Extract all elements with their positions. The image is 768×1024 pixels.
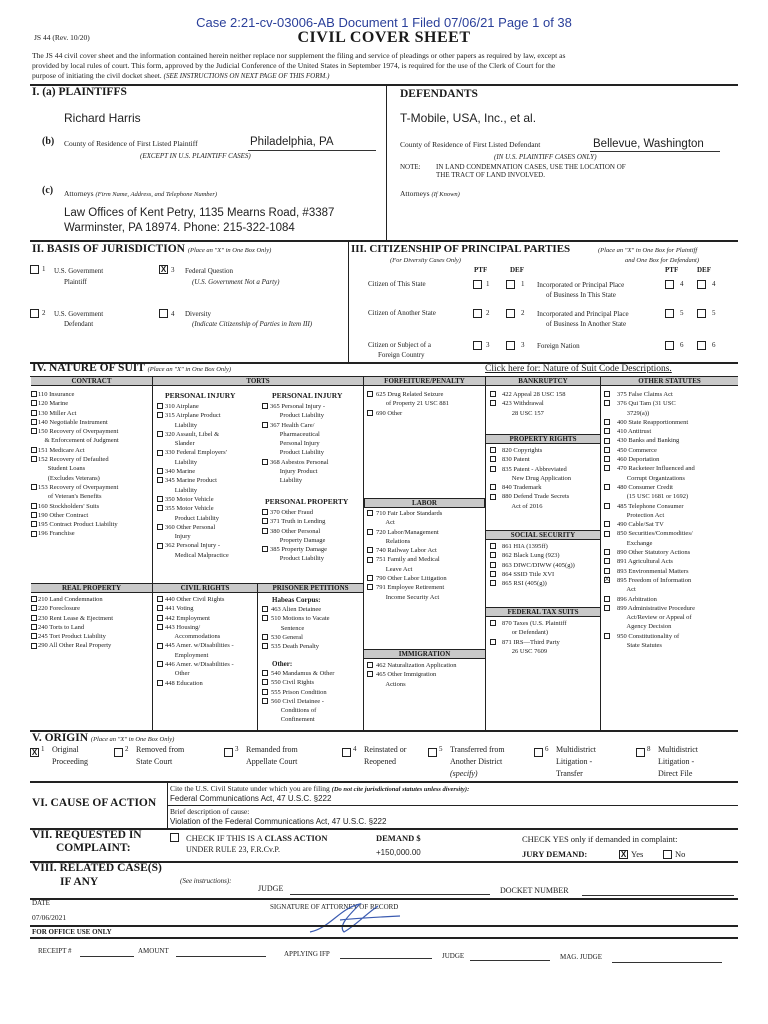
prisoner-list: 463 Alien Detainee 510 Motions to Vacate Sentence 530 General 535 Death Penalty [271,606,330,651]
social-security-list: 861 HIA (1395ff) 862 Black Lung (923) 863 DIWC/DIWW (405(g)) 864 SSID Title XVI 865 RSI (405(g)) [502,543,575,588]
related-instructions: (See instructions): [180,877,232,885]
nature-suit-checkbox[interactable] [262,689,268,695]
cit-def-num: 3 [521,341,525,349]
check-yes-label: CHECK YES only if demanded in complaint: [522,834,678,844]
nature-suit-checkbox[interactable] [367,662,373,668]
cit-right-label: Incorporated or Principal Place [537,281,625,289]
cit-def2-checkbox[interactable] [697,341,706,350]
nature-suit-checkbox[interactable] [490,571,496,577]
header-federal-tax: FEDERAL TAX SUITS [486,607,600,617]
jurisdiction-4-b: (Indicate Citizenship of Parties in Item III) [192,320,313,328]
ptf-label: PTF [474,266,488,274]
nature-suit-checkbox[interactable] [262,606,268,612]
nature-suit-checkbox[interactable] [262,615,268,621]
ptf-label-2: PTF [665,266,679,274]
office-judge-label: JUDGE [442,952,465,960]
jurisdiction-3-num: 3 [171,266,175,274]
nature-suit-checkbox[interactable] [367,391,373,397]
nature-suit-checkbox[interactable] [490,456,496,462]
other-statutes-list: 375 False Claims Act 376 Qui Tam (31 USC 3729(a)) 400 State Reapportionment 410 Antitrust 430 Banks and Banking 450 Commerce 460 Deportation 470 Racketeer Influenced and Corrupt Organizations 480 Consumer Credit (15 USC 1681 or 1692) 485 Telephone Consumer Protection Act 490 Cable/Sat TV 850 Securities/Commodities/ Exchange 890 Other Statutory Actions 891 Agricultural Acts 893 Environmental Matters 895 Freedom of Information Act 896 Arbitration 899 Administrative Procedure Act/Review or Appeal of Agency Decision 950 Constitutionality of State Statutes [617,391,695,650]
note-line2: THE TRACT OF LAND INVOLVED. [436,171,545,179]
nature-title: IV. NATURE OF SUIT (Place an "X" in One Box Only) [32,362,231,374]
form-title: CIVIL COVER SHEET [297,29,471,46]
labor-list: 710 Fair Labor Standards Act 720 Labor/Management Relations 740 Railway Labor Act 751 Family and Medical Leave Act 790 Other Labor Litigation 791 Employee Retirement Income Security Act [376,510,447,601]
nature-suit-checkbox[interactable] [367,547,373,553]
nature-suit-checkbox[interactable] [604,419,610,425]
jurisdiction-2-b: Defendant [64,320,94,328]
signature-label: SIGNATURE OF ATTORNEY OF RECORD [270,903,399,911]
related-title2: IF ANY [60,876,99,888]
plaintiffs-label: I. (a) PLAINTIFFS [32,86,127,98]
intro-line3: purpose of initiating the civil docket sheet. (SEE INSTRUCTIONS ON NEXT PAGE OF THIS FORM.) [32,71,330,80]
torts-pi-list: 310 Airplane 315 Airplane Product Liability 320 Assault, Libel & Slander 330 Federal Employers' Liability 340 Marine 345 Marine Product Liability 350 Motor Vehicle 355 Motor Vehicle Product Liability 360 Other Personal Injury 362 Personal Injury - Medical Malpractice [165,403,229,559]
nature-suit-checkbox[interactable] [490,391,496,397]
cit-row-label: Citizen of Another State [368,309,436,317]
origin-label-a: Multidistrict [658,745,698,754]
immigration-list: 462 Naturalization Application 465 Other Immigration Actions [376,662,457,688]
pp-head: PERSONAL PROPERTY [265,497,349,506]
property-rights-list: 820 Copyrights 830 Patent 835 Patent - Abbreviated New Drug Application 840 Trademark 880 Defend Trade Secrets Act of 2016 [502,447,571,510]
cit-ptf-checkbox[interactable] [473,280,482,289]
header-contract: CONTRACT [31,376,152,386]
nature-suit-checkbox[interactable] [262,679,268,685]
torts-pp-list: 370 Other Fraud 371 Truth in Lending 380 Other Personal Property Damage 385 Property Damage Product Liability [270,509,328,563]
applying-label: APPLYING IFP [284,950,330,958]
origin-label-a: Removed from [136,745,185,754]
nature-suit-checkbox[interactable] [157,543,163,549]
nature-suit-checkbox[interactable] [31,624,37,630]
origin-label-c: Transfer [556,769,583,778]
nature-suit-checkbox[interactable] [31,456,37,462]
nature-suit-checkbox[interactable] [157,431,163,437]
nature-suit-checkbox[interactable] [604,633,610,639]
nature-suit-checkbox[interactable] [604,456,610,462]
origin-label-c: Direct File [658,769,693,778]
mag-judge-label: MAG. JUDGE [560,953,602,961]
nature-suit-checkbox[interactable] [157,505,163,511]
jurisdiction-1-num: 1 [42,265,46,273]
other-head: Other: [272,660,293,668]
civil-rights-list: 440 Other Civil Rights 441 Voting 442 Employment 443 Housing/ Accommodations 445 Amer. w/Disabilities - Employment 446 Amer. w/Disabilities - Other 448 Education [165,596,234,687]
header-prisoner: PRISONER PETITIONS [258,583,363,593]
origin-num: 5 [439,745,443,753]
origin-num: 1 [41,745,45,753]
nature-suit-checkbox[interactable] [604,521,610,527]
citizenship-note1: (Place an "X" in One Box for Plaintiff [598,247,698,254]
nature-suit-checkbox[interactable] [31,428,37,434]
nature-suit-checkbox[interactable] [31,484,37,490]
form-id: JS 44 (Rev. 10/20) [34,33,90,42]
nature-suit-checkbox[interactable] [262,643,268,649]
nature-suit-checkbox[interactable] [490,466,496,472]
nature-suit-checkbox[interactable] [367,575,373,581]
jury-label: JURY DEMAND: [522,849,588,859]
nature-suit-checkbox[interactable] [157,624,163,630]
nature-suit-checkbox[interactable] [262,422,268,428]
requested-title1: VII. REQUESTED IN [32,829,142,841]
cit-def-num: 1 [521,280,525,288]
nature-suit-checkbox[interactable] [31,447,37,453]
jury-no-checkbox[interactable] [663,850,672,859]
rule-label: UNDER RULE 23, F.R.Cv.P. [186,845,280,854]
nature-suit-checkbox[interactable] [604,465,610,471]
nature-suit-checkbox[interactable] [31,596,37,602]
origin-4-checkbox[interactable] [342,748,351,757]
cite-value: Federal Communications Act, 47 U.S.C. §222 [170,794,332,803]
nature-suit-checkbox[interactable] [604,549,610,555]
cit-row-label: Citizen or Subject of a [368,341,431,349]
nature-suit-checkbox[interactable] [157,615,163,621]
cit-right-label2: of Business In This State [546,291,616,299]
cit-ptf-checkbox[interactable] [473,341,482,350]
b-label: (b) [42,136,55,147]
nature-suit-checkbox[interactable] [367,529,373,535]
nature-suit-checkbox[interactable] [367,557,373,563]
real-property-list: 210 Land Condemnation 220 Foreclosure 230 Rent Lease & Ejectment 240 Torts to Land 245 Tort Product Liability 290 All Other Real Property [38,596,114,650]
nature-suit-checkbox[interactable] [157,412,163,418]
signature-image [300,898,410,938]
prisoner2-list: 540 Mandamus & Other 550 Civil Rights 555 Prison Condition 560 Civil Detainee - Conditions of Confinement [271,670,335,724]
cit-ptf2-num: 6 [680,341,684,349]
date-value: 07/06/2021 [32,913,67,922]
nature-suit-checkbox[interactable] [367,410,373,416]
nature-suit-checkbox[interactable] [31,521,37,527]
habeas-head: Habeas Corpus: [272,596,321,604]
pi-head-1: PERSONAL INJURY [165,391,236,400]
origin-2-checkbox[interactable] [114,748,123,757]
header-other-statutes: OTHER STATUTES [601,376,738,386]
jurisdiction-2-num: 2 [42,309,46,317]
nature-suit-checkbox[interactable] [490,580,496,586]
nature-suit-checkbox[interactable] [490,484,496,490]
citizenship-note2: (For Diversity Cases Only) [390,257,461,264]
def-label-2: DEF [697,266,711,274]
defendants-label: DEFENDANTS [400,88,478,100]
office-label: FOR OFFICE USE ONLY [32,928,112,936]
defendant-attorneys-label: Attorneys (If Known) [400,189,460,198]
jurisdiction-2-a: U.S. Government [54,310,104,318]
origin-3-checkbox[interactable] [224,748,233,757]
cit-def2-num: 5 [712,309,716,317]
nature-suit-checkbox[interactable] [157,661,163,667]
c-label: (c) [42,185,54,196]
class-action-label: CHECK IF THIS IS A CLASS ACTION [186,833,328,843]
nature-suit-checkbox[interactable] [157,524,163,530]
nature-suit-checkbox[interactable] [604,447,610,453]
jury-no-label: No [675,849,686,859]
origin-label-a: Transferred from [450,745,505,754]
nature-suit-checkbox[interactable] [490,562,496,568]
origin-label-a: Reinstated or [364,745,407,754]
attorney-line2: Warminster, PA 18974. Phone: 215-322-1084 [64,222,295,234]
jurisdiction-4-num: 4 [171,310,175,318]
jurisdiction-1-b: Plaintiff [64,278,87,286]
torts-pi2-list: 365 Personal Injury - Product Liability 367 Health Care/ Pharmaceutical Personal Injury Product Liability 368 Asbestos Personal Injury Product Liability [270,403,329,485]
bankruptcy-list: 422 Appeal 28 USC 158 423 Withdrawal 28 USC 157 [502,391,566,417]
cause-title: VI. CAUSE OF ACTION [32,797,157,809]
nature-suit-checkbox[interactable] [31,531,37,537]
defendant-county-note: (IN U.S. PLAINTIFF CASES ONLY) [494,153,597,161]
origin-label-b: Reopened [364,757,396,766]
origin-label-b: Proceeding [52,757,88,766]
cit-ptf-num: 3 [486,341,490,349]
nature-suit-checkbox[interactable] [31,512,37,518]
origin-label-a: Multidistrict [556,745,596,754]
cit-def2-checkbox[interactable] [697,280,706,289]
defendant-county: Bellevue, Washington [593,138,704,150]
nature-suit-checkbox[interactable] [490,552,496,558]
pi-head-2: PERSONAL INJURY [272,391,343,400]
origin-label-b: Another District [450,757,503,766]
cit-def2-num: 4 [712,280,716,288]
cit-def-checkbox[interactable] [506,341,515,350]
origin-num: 4 [353,745,357,753]
cit-ptf2-num: 4 [680,280,684,288]
intro-line1: The JS 44 civil cover sheet and the information contained herein neither replace nor supplement the filing and service of pleadings or other papers as required by law, except as [32,51,566,60]
header-torts: TORTS [153,376,363,386]
nature-suit-checkbox[interactable] [157,596,163,602]
cit-right-label: Incorporated and Principal Place [537,310,629,318]
nature-suit-checkbox[interactable] [31,391,37,397]
intro-line2: provided by local rules of court. This form, approved by the Judicial Conference of the United States in September 1974, is required for the use of the Clerk of Court for the [32,61,556,70]
nature-suit-checkbox[interactable] [157,403,163,409]
note-label: NOTE: [400,163,421,171]
nature-suit-checkbox[interactable] [157,450,163,456]
cit-right-label: Foreign Nation [537,342,580,350]
origin-label-b: Litigation - [556,757,593,766]
nature-suit-checkbox[interactable]: X [605,577,610,583]
nature-suit-checkbox[interactable] [31,400,37,406]
origin-num: 6 [545,745,549,753]
plaintiff-county-label: County of Residence of First Listed Plaintiff [64,139,198,148]
nature-suit-checkbox[interactable] [604,558,610,564]
attorneys-label: Attorneys (Firm Name, Address, and Telephone Number) [64,189,218,198]
origin-label-a: Original [52,745,79,754]
nature-suit-checkbox[interactable] [490,447,496,453]
cit-def-num: 2 [521,309,525,317]
cite-label: Cite the U.S. Civil Statute under which you are filing (Do not cite jurisdictional statutes unless diversity): [170,784,470,793]
nature-suit-checkbox[interactable] [262,634,268,640]
nature-suit-checkbox[interactable] [490,494,496,500]
attorney-line1: Law Offices of Kent Petry, 1135 Mearns Road, #3387 [64,207,335,219]
receipt-label: RECEIPT # [38,947,72,955]
origin-title: V. ORIGIN (Place an "X" in One Box Only) [32,732,175,744]
plaintiff-name: Richard Harris [64,111,141,125]
nature-suit-checkbox[interactable] [262,670,268,676]
jurisdiction-title: II. BASIS OF JURISDICTION (Place an "X" in One Box Only) [32,243,272,255]
date-label: DATE [32,899,50,907]
related-judge-label: JUDGE [258,884,284,893]
jury-yes-checkbox[interactable]: X [620,850,627,859]
cit-def2-checkbox[interactable] [697,309,706,318]
header-labor: LABOR [364,498,485,508]
nature-suit-checkbox[interactable] [604,428,610,434]
plaintiff-county: Philadelphia, PA [250,136,334,148]
nature-suit-checkbox[interactable] [262,518,268,524]
header-social-security: SOCIAL SECURITY [486,530,600,540]
origin-num: 8 [647,745,651,753]
def-label: DEF [510,266,524,274]
header-property-rights: PROPERTY RIGHTS [486,434,600,444]
amount-label: AMOUNT [138,947,169,955]
cit-ptf2-checkbox[interactable] [665,341,674,350]
plaintiff-county-note: (EXCEPT IN U.S. PLAINTIFF CASES) [140,152,251,160]
cit-row-label2: Foreign Country [378,351,425,359]
origin-label-b: State Court [136,757,173,766]
nature-suit-checkbox[interactable] [490,543,496,549]
nature-suit-checkbox[interactable] [31,503,37,509]
nature-suit-checkbox[interactable] [604,438,610,444]
nature-suit-checkbox[interactable] [31,605,37,611]
cit-ptf-num: 1 [486,280,490,288]
demand-label: DEMAND $ [376,833,421,843]
jurisdiction-3-b: (U.S. Government Not a Party) [192,278,280,286]
forfeiture-list: 625 Drug Related Seizure of Property 21 USC 881 690 Other [376,391,449,417]
cit-def2-num: 6 [712,341,716,349]
origin-1-checkbox[interactable]: X [31,748,38,757]
cit-def-checkbox[interactable] [506,280,515,289]
cit-ptf-checkbox[interactable] [473,309,482,318]
header-forfeiture: FORFEITURE/PENALTY [364,376,485,386]
related-title1: VIII. RELATED CASE(S) [32,862,162,874]
nature-suit-checkbox[interactable] [604,484,610,490]
cit-right-label2: of Business In Another State [546,320,627,328]
origin-8-checkbox[interactable] [636,748,645,757]
nature-suit-checkbox[interactable] [604,596,610,602]
origin-num: 2 [125,745,129,753]
note-line1: IN LAND CONDEMNATION CASES, USE THE LOCATION OF [436,163,626,171]
nature-suit-checkbox[interactable] [31,633,37,639]
jurisdiction-3-a: Federal Question [185,267,234,275]
nature-suit-checkbox[interactable] [604,605,610,611]
nature-suit-checkbox[interactable] [604,400,610,406]
demand-value: +150,000.00 [376,848,421,857]
origin-label-b: Litigation - [658,757,695,766]
brief-value: Violation of the Federal Communications Act, 47 U.S.C. §222 [170,817,387,826]
jurisdiction-2-checkbox[interactable] [30,309,39,318]
nature-suit-checkbox[interactable] [367,510,373,516]
origin-5-checkbox[interactable] [428,748,437,757]
nature-suit-checkbox[interactable] [157,680,163,686]
nature-suit-checkbox[interactable] [604,391,610,397]
docket-label: DOCKET NUMBER [500,886,569,895]
nature-suit-checkbox[interactable] [604,531,610,537]
contract-list: 110 Insurance 120 Marine 130 Miller Act 140 Negotiable Instrument 150 Recovery of Overpayment & Enforcement of Judgment 151 Medicare Act 152 Recovery of Defaulted Student Loans (Excludes Veterans) 153 Recovery of Overpayment of Veteran's Benefits 160 Stockholders' Suits 190 Other Contract 195 Contract Product Liability 196 Franchise [38,391,119,538]
jurisdiction-4-checkbox[interactable] [159,309,168,318]
cit-def-checkbox[interactable] [506,309,515,318]
jurisdiction-3-checkbox[interactable]: X [160,265,167,274]
nature-suit-checkbox[interactable] [490,639,496,645]
case-header: Case 2:21-cv-03006-AB Document 1 Filed 07/06/21 Page 1 of 38 [196,15,572,30]
nature-suit-checkbox[interactable] [604,568,610,574]
citizenship-note3: and One Box for Defendant) [625,257,700,264]
header-civil-rights: CIVIL RIGHTS [153,583,257,593]
nature-suit-checkbox[interactable] [157,496,163,502]
nature-suit-checkbox[interactable] [262,698,268,704]
origin-num: 3 [235,745,239,753]
nature-suit-checkbox[interactable] [157,605,163,611]
nature-suit-checkbox[interactable] [367,671,373,677]
jury-yes-label: Yes [631,849,644,859]
federal-tax-list: 870 Taxes (U.S. Plaintiff or Defendant) 871 IRS—Third Party 26 USC 7609 [502,620,567,655]
nature-suit-checkbox[interactable] [490,620,496,626]
defendant-county-label: County of Residence of First Listed Defendant [400,140,541,149]
nature-suit-checkbox[interactable] [262,528,268,534]
defendant-name: T-Mobile, USA, Inc., et al. [400,111,537,125]
cit-ptf-num: 2 [486,309,490,317]
nature-suit-checkbox[interactable] [157,477,163,483]
cit-row-label: Citizen of This State [368,280,426,288]
origin-label-b: Appellate Court [246,757,298,766]
nature-suit-checkbox[interactable] [262,546,268,552]
nature-suit-checkbox[interactable] [31,643,37,649]
header-real-property: REAL PROPERTY [31,583,152,593]
nature-suit-checkbox[interactable] [367,584,373,590]
citizenship-title: III. CITIZENSHIP OF PRINCIPAL PARTIES [351,243,571,255]
nature-suit-checkbox[interactable] [31,419,37,425]
nature-suit-checkbox[interactable] [604,503,610,509]
jurisdiction-4-a: Diversity [185,310,212,318]
nature-suit-checkbox[interactable] [262,459,268,465]
nature-suit-checkbox[interactable] [490,400,496,406]
nature-suit-checkbox[interactable] [157,468,163,474]
nature-suit-checkbox[interactable] [262,509,268,515]
cit-ptf2-checkbox[interactable] [665,280,674,289]
origin-6-checkbox[interactable] [534,748,543,757]
requested-title2: COMPLAINT: [56,842,131,854]
origin-label-c: (specify) [450,769,478,778]
nature-suit-checkbox[interactable] [262,403,268,409]
jurisdiction-1-checkbox[interactable] [30,265,39,274]
jurisdiction-1-a: U.S. Government [54,267,104,275]
nature-suit-checkbox[interactable] [31,410,37,416]
nature-suit-checkbox[interactable] [31,615,37,621]
origin-label-a: Remanded from [246,745,298,754]
brief-label: Brief description of cause: [170,807,250,816]
cit-ptf2-num: 5 [680,309,684,317]
class-action-checkbox[interactable] [170,833,179,842]
nature-suit-checkbox[interactable] [157,643,163,649]
header-immigration: IMMIGRATION [364,649,485,659]
cit-ptf2-checkbox[interactable] [665,309,674,318]
nature-codes-link[interactable]: Click here for: Nature of Suit Code Descriptions. [485,364,672,374]
header-bankruptcy: BANKRUPTCY [486,376,600,386]
